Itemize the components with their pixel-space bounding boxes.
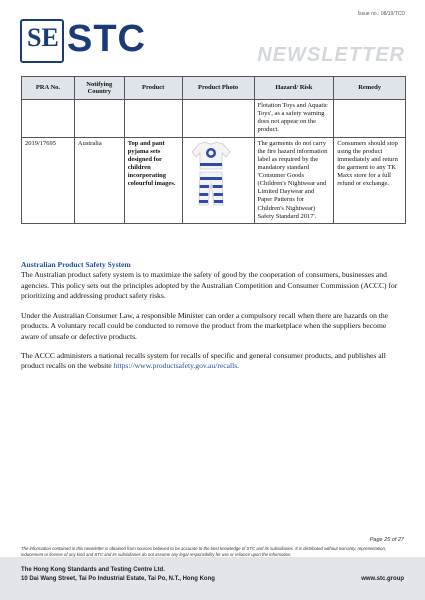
col-country: Notifying Country (74, 77, 124, 100)
col-photo: Product Photo (182, 77, 254, 100)
col-remedy: Remedy (334, 77, 406, 100)
paragraph-3-end: . (237, 361, 240, 371)
photo-cell (182, 137, 254, 223)
newsletter-title: NEWSLETTER (257, 44, 405, 66)
paragraph-3-text: The ACCC administers a national recalls system for recalls of specific and general consumer products, and publishes all product recalls on the website (21, 351, 386, 371)
page-footer (0, 557, 425, 600)
col-product: Product (124, 77, 182, 100)
company-address: 10 Dai Wang Street, Tai Po Industrial Estate, Tai Po, N.T., Hong Kong (21, 576, 215, 582)
pyjama-set-image (186, 141, 236, 207)
col-pra: PRA No. (22, 77, 75, 100)
website-link[interactable]: www.stc.group (361, 576, 404, 582)
logo-glyph: SE (27, 23, 59, 52)
company-name: The Hong Kong Standards and Testing Centre Ltd. (21, 567, 165, 573)
recalls-link[interactable]: https://www.productsafety.gov.au/recalls (113, 361, 238, 371)
paragraph-2: Under the Australian Consumer Law, a responsible Minister can order a compulsory recall when there are hazards on the products. A voluntary recall could be conducted to remove the product from the marketplace when the suppliers become aware of unsafe or defective products. (21, 311, 389, 341)
continued-hazard-cell: Flotation Toys and Aquatic Toys', as a safety warning does not appear on the product. (254, 100, 334, 138)
page-header (0, 0, 425, 75)
hazard-cell: The garments do not carry the fire hazard information label as required by the mandatory standard 'Consumer Goods (Children's Nightwear and Limited Daywear and Paper Patterns for Children's Nightwear) Safety Standard 2017'. (254, 137, 334, 223)
section-title: Australian Product Safety System (21, 260, 131, 269)
paragraph-1: The Australian product safety system is to maximize the safety of good by the cooperation of consumers, businesses and agencies. This policy sets out the principles adopted by the Australian Competition and Consumer Commission (ACCC) for prioritizing and addressing product safety risks. (21, 270, 398, 301)
paragraph-3 (21, 351, 406, 372)
stc-logo-icon (20, 19, 64, 63)
recall-table (21, 76, 406, 224)
disclaimer: The information contained in this newsletter is obtained from sources believed to be accurate to the best knowledge of STC and its subsidiaries. It is distributed without warranty, representation, inducement or license of any kind and STC and its subsidiaries do not assume any legal responsibility for use or reliance upon the information. (21, 546, 387, 557)
section-australian-safety (21, 260, 406, 302)
country-cell: Australia (74, 137, 124, 223)
product-cell: Top and pant pyjama sets designed for children incorporating colourful images. (124, 137, 182, 223)
page-number: Page 25 of 27 (369, 537, 404, 543)
pra-cell: 2019/17695 (22, 137, 75, 223)
col-hazard: Hazard/ Risk (254, 77, 334, 100)
table-row-continuation (22, 100, 406, 138)
issue-number: Issue no.: 08/19/TCD (357, 11, 405, 17)
table-header-row (22, 77, 406, 100)
logo-text: STC (67, 18, 146, 60)
table-row (22, 137, 406, 223)
remedy-cell: Consumers should stop using the product immediately and return the garment to any TK Maxx store for a full refund or exchange. (334, 137, 406, 223)
